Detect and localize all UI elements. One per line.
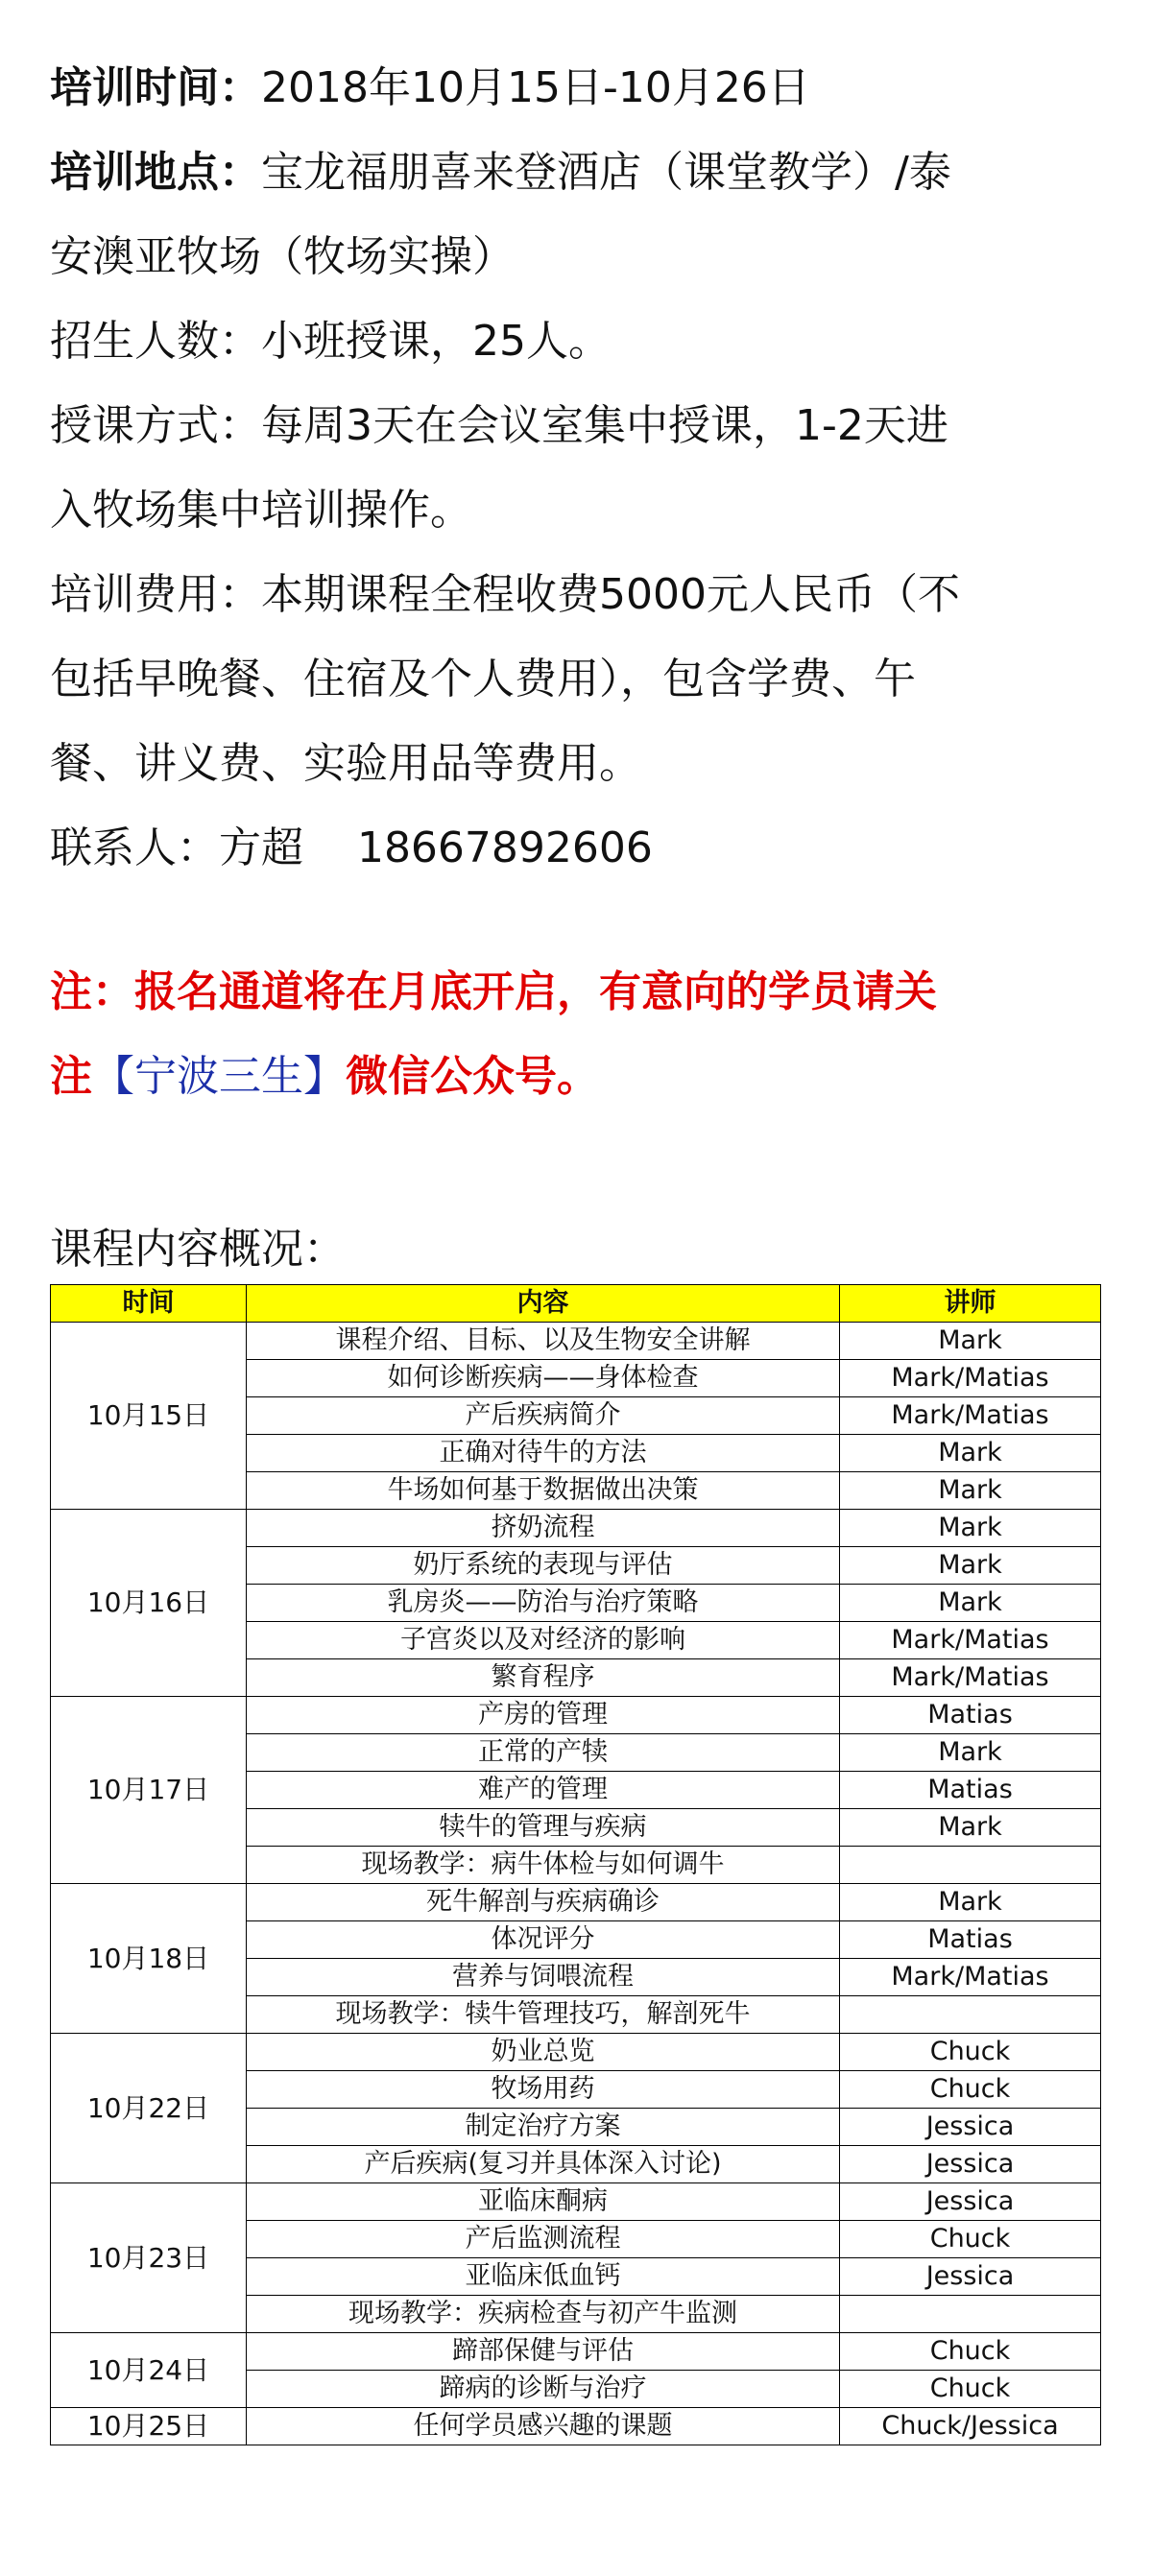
training-time-value: 2018年10月15日-10月26日: [261, 63, 810, 112]
content-cell: 正常的产犊: [247, 1734, 840, 1772]
lecturer-cell: Matias: [840, 1921, 1101, 1959]
lecturer-cell: Mark/Matias: [840, 1397, 1101, 1435]
content-cell: 产后监测流程: [247, 2221, 840, 2258]
schedule-body: [51, 1323, 1101, 2445]
lecturer-cell: Jessica: [840, 2258, 1101, 2296]
table-row: [51, 1510, 1101, 1547]
content-cell: 课程介绍、目标、以及生物安全讲解: [247, 1323, 840, 1360]
content-cell: 产房的管理: [247, 1697, 840, 1734]
training-place: [50, 131, 1106, 215]
date-cell: 10月22日: [51, 2034, 247, 2183]
lecturer-cell: Mark/Matias: [840, 1622, 1101, 1659]
table-row: [51, 2333, 1101, 2371]
content-cell: 奶业总览: [247, 2034, 840, 2071]
lecturer-cell: Chuck: [840, 2371, 1101, 2408]
lecturer-cell: Jessica: [840, 2146, 1101, 2183]
lecturer-cell: Mark: [840, 1435, 1101, 1472]
training-time-label: 培训时间：: [50, 63, 261, 112]
content-cell: 犊牛的管理与疾病: [247, 1809, 840, 1847]
registration-note: [50, 950, 1106, 1119]
note-suffix: 微信公众号。: [346, 1052, 599, 1101]
content-cell: 现场教学：病牛体检与如何调牛: [247, 1847, 840, 1884]
content-cell: 乳房炎——防治与治疗策略: [247, 1585, 840, 1622]
content-cell: 产后疾病(复习并具体深入讨论): [247, 2146, 840, 2183]
lecturer-cell: Matias: [840, 1697, 1101, 1734]
teaching-method-1: 授课方式：每周3天在会议室集中授课，1-2天进: [50, 401, 948, 450]
content-cell: 奶厅系统的表现与评估: [247, 1547, 840, 1585]
content-cell: 难产的管理: [247, 1772, 840, 1809]
content-cell: 现场教学：犊牛管理技巧，解剖死牛: [247, 1996, 840, 2034]
note-prefix: 注: [50, 1052, 92, 1101]
lecturer-cell: Mark: [840, 1323, 1101, 1360]
training-info: [50, 46, 1106, 891]
content-cell: 牧场用药: [247, 2071, 840, 2109]
training-fee-2: 包括早晚餐、住宿及个人费用），包含学费、午: [50, 655, 916, 704]
note-line-1: 注：报名通道将在月底开启，有意向的学员请关: [50, 967, 937, 1016]
date-cell: 10月18日: [51, 1884, 247, 2034]
enrollment: 招生人数：小班授课，25人。: [50, 317, 611, 366]
table-row: [51, 2408, 1101, 2445]
lecturer-cell: Chuck: [840, 2221, 1101, 2258]
content-cell: 蹄部保健与评估: [247, 2333, 840, 2371]
note-line-2: [50, 1035, 1106, 1119]
lecturer-cell: [840, 1847, 1101, 1884]
date-cell: 10月17日: [51, 1697, 247, 1884]
content-cell: 正确对待牛的方法: [247, 1435, 840, 1472]
content-cell: 如何诊断疾病——身体检查: [247, 1360, 840, 1397]
table-row: [51, 1884, 1101, 1921]
date-cell: 10月24日: [51, 2333, 247, 2408]
course-schedule-table: [50, 1284, 1101, 2445]
header-lecturer: 讲师: [840, 1285, 1101, 1323]
lecturer-cell: Mark: [840, 1547, 1101, 1585]
content-cell: 死牛解剖与疾病确诊: [247, 1884, 840, 1921]
date-cell: 10月16日: [51, 1510, 247, 1697]
lecturer-cell: Mark/Matias: [840, 1959, 1101, 1996]
content-cell: 牛场如何基于数据做出决策: [247, 1472, 840, 1510]
lecturer-cell: Mark: [840, 1734, 1101, 1772]
table-row: [51, 2034, 1101, 2071]
content-cell: 挤奶流程: [247, 1510, 840, 1547]
training-fee-3: 餐、讲义费、实验用品等费用。: [50, 739, 641, 788]
content-cell: 现场教学：疾病检查与初产牛监测: [247, 2296, 840, 2333]
table-row: [51, 2183, 1101, 2221]
lecturer-cell: Matias: [840, 1772, 1101, 1809]
content-cell: 蹄病的诊断与治疗: [247, 2371, 840, 2408]
date-cell: 10月25日: [51, 2408, 247, 2445]
content-cell: 营养与饲喂流程: [247, 1959, 840, 1996]
lecturer-cell: Mark/Matias: [840, 1360, 1101, 1397]
content-cell: 子宫炎以及对经济的影响: [247, 1622, 840, 1659]
content-cell: 亚临床酮病: [247, 2183, 840, 2221]
lecturer-cell: Chuck: [840, 2071, 1101, 2109]
lecturer-cell: Chuck/Jessica: [840, 2408, 1101, 2445]
header-time: 时间: [51, 1285, 247, 1323]
training-place-label: 培训地点：: [50, 148, 261, 197]
lecturer-cell: Mark: [840, 1472, 1101, 1510]
lecturer-cell: [840, 2296, 1101, 2333]
content-cell: 产后疾病简介: [247, 1397, 840, 1435]
lecturer-cell: Jessica: [840, 2183, 1101, 2221]
contact: 联系人：方超 18667892606: [50, 823, 653, 872]
wechat-account-name: 【宁波三生】: [92, 1052, 346, 1101]
lecturer-cell: Mark: [840, 1884, 1101, 1921]
lecturer-cell: Jessica: [840, 2109, 1101, 2146]
training-place-cont: 安澳亚牧场（牧场实操）: [50, 232, 515, 281]
lecturer-cell: Mark: [840, 1585, 1101, 1622]
overview-title: 课程内容概况：: [50, 1225, 346, 1274]
training-fee-1: 培训费用：本期课程全程收费5000元人民币（不: [50, 570, 960, 619]
training-place-value-1: 宝龙福朋喜来登酒店（课堂教学）/泰: [261, 148, 951, 197]
training-time: [50, 46, 1106, 131]
header-content: 内容: [247, 1285, 840, 1323]
date-cell: 10月15日: [51, 1323, 247, 1510]
lecturer-cell: Mark: [840, 1510, 1101, 1547]
content-cell: 繁育程序: [247, 1659, 840, 1697]
lecturer-cell: Chuck: [840, 2034, 1101, 2071]
table-row: [51, 1323, 1101, 1360]
date-cell: 10月23日: [51, 2183, 247, 2333]
table-row: [51, 1697, 1101, 1734]
content-cell: 任何学员感兴趣的课题: [247, 2408, 840, 2445]
content-cell: 亚临床低血钙: [247, 2258, 840, 2296]
content-cell: 体况评分: [247, 1921, 840, 1959]
lecturer-cell: Chuck: [840, 2333, 1101, 2371]
lecturer-cell: Mark/Matias: [840, 1659, 1101, 1697]
teaching-method-2: 入牧场集中培训操作。: [50, 486, 472, 535]
lecturer-cell: Mark: [840, 1809, 1101, 1847]
table-header-row: [51, 1285, 1101, 1323]
lecturer-cell: [840, 1996, 1101, 2034]
content-cell: 制定治疗方案: [247, 2109, 840, 2146]
